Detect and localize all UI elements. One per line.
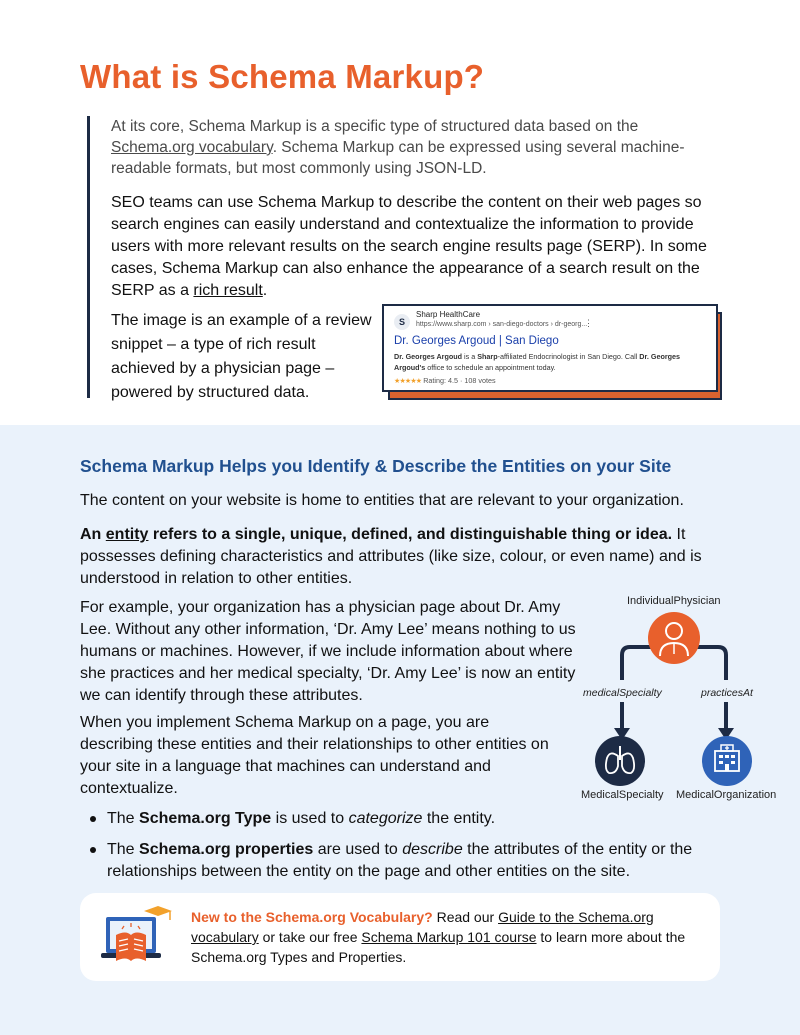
- bullet-bold: Schema.org Type: [139, 810, 272, 827]
- section-heading: Schema Markup Helps you Identify & Describe the Entities on your Site: [80, 456, 672, 476]
- intro-paragraph-1: [111, 116, 711, 179]
- bullet-bold: Schema.org properties: [139, 841, 314, 858]
- serp-desc-text-2: -affiliated Endocrinologist in San Diego. Call: [497, 352, 640, 361]
- cta-text-1: Read our: [432, 909, 499, 925]
- cta-text: [191, 907, 701, 967]
- serp-description: [394, 351, 710, 373]
- entity-def-b: refers to a single, unique, defined, and distinguishable thing or idea.: [148, 526, 673, 543]
- hospital-icon: [702, 736, 752, 786]
- intro-p2-text-b: .: [262, 282, 268, 299]
- node-label-physician: IndividualPhysician: [627, 595, 721, 607]
- lungs-icon: [595, 736, 645, 786]
- intro-section: [0, 0, 800, 425]
- schema-vocabulary-link[interactable]: Schema.org vocabulary: [111, 139, 273, 156]
- page-title: What is Schema Markup?: [80, 58, 485, 95]
- serp-rating-text: Rating: 4.5 · 108 votes: [423, 376, 496, 385]
- cta-text-3: to learn more about the Schema.org Types and Properties.: [191, 929, 686, 965]
- serp-desc-bold-2: Sharp: [477, 352, 498, 361]
- bullet-text: is used to: [271, 810, 349, 827]
- cta-lead: New to the Schema.org Vocabulary?: [191, 909, 433, 925]
- cta-text-2: or take our free: [258, 929, 362, 945]
- section-paragraph-3: For example, your organization has a physician page about Dr. Amy Lee. Without any other information, ‘Dr. Amy Lee’ means nothing to us humans or machines. However, if we include information about where she practices and her medical specialty, ‘Dr. Amy Lee’ is now an entity we can identify through these attributes.: [80, 599, 576, 704]
- serp-desc-bold-1: Dr. Georges Argoud: [394, 352, 463, 361]
- laptop-book-icon: [98, 903, 178, 973]
- bullet-text: The: [107, 810, 140, 827]
- rich-result-link[interactable]: rich result: [193, 282, 263, 299]
- entity-link[interactable]: entity: [105, 526, 149, 543]
- bullet-italic: categorize: [348, 810, 423, 827]
- entity-diagram: [570, 590, 790, 810]
- list-item: [88, 808, 728, 830]
- list-item: [88, 839, 728, 883]
- site-favicon-icon: S: [394, 314, 410, 330]
- edge-label-practices-at: practicesAt: [701, 687, 753, 699]
- node-label-medical-specialty: MedicalSpecialty: [581, 789, 664, 801]
- node-label-medical-organization: MedicalOrganization: [676, 789, 777, 801]
- diagram-graphic: [570, 590, 790, 810]
- bullet-text: the attributes of the entity or the relationships between the entity on the page and other entities on the site.: [107, 841, 693, 880]
- section-paragraph-4: When you implement Schema Markup on a page, you are describing these entities and their relationships to other entities on your site in a language that machines can understand and contextualize.: [80, 714, 549, 797]
- serp-url: https://www.sharp.com › san-diego-doctors › dr-georg...: [416, 321, 588, 328]
- intro-p2-text-a: SEO teams can use Schema Markup to describe the content on their web pages so search engines can easily understand and contextualize the information to provide users with more relevant results on the search engine results page (SERP). In some cases, Schema Markup can also enhance the appearance of a search result on the SERP as a: [111, 194, 707, 299]
- schema-101-course-link[interactable]: Schema Markup 101 course: [361, 929, 537, 945]
- bullet-text: are used to: [313, 841, 403, 858]
- intro-p1-text-b: . Schema Markup can be expressed using several machine-readable formats, but most commonly using JSON-LD.: [111, 139, 685, 177]
- serp-site-name: Sharp HealthCare: [416, 310, 481, 319]
- serp-result-title[interactable]: Dr. Georges Argoud | San Diego: [394, 335, 559, 347]
- bullet-italic: describe: [402, 841, 463, 858]
- serp-desc-bold-3: Dr. Georges Argoud's: [394, 352, 681, 372]
- rating-stars-icon: ★★★★★: [394, 376, 422, 385]
- cta-box: [80, 893, 720, 981]
- section-paragraph-2: [80, 524, 710, 590]
- bullet-text: the entity.: [422, 810, 496, 827]
- vocabulary-guide-link[interactable]: Guide to the Schema.org vocabulary: [191, 909, 654, 945]
- serp-desc-text-3: office to schedule an appointment today.: [425, 363, 556, 372]
- serp-rating: [394, 376, 496, 385]
- bullet-text: The: [107, 841, 140, 858]
- serp-card: [382, 304, 718, 392]
- entity-def-a: An: [80, 526, 106, 543]
- quote-bar: [87, 116, 90, 398]
- more-menu-icon[interactable]: ⋮: [584, 318, 593, 328]
- serp-desc-text-1: is a: [462, 352, 478, 361]
- physician-icon: [648, 612, 700, 664]
- serp-example: [382, 304, 722, 400]
- edge-label-medical-specialty: medicalSpecialty: [583, 687, 662, 699]
- intro-paragraph-3: The image is an example of a review snippet – a type of rich result achieved by a physician page – powered by structured data.: [111, 312, 372, 401]
- entity-def-rest: It possesses defining characteristics and attributes (like size, colour, or even name) and is understood in relation to other entities.: [80, 526, 702, 587]
- intro-paragraph-2: [111, 192, 723, 302]
- intro-p1-text-a: At its core, Schema Markup is a specific type of structured data based on the: [111, 118, 639, 135]
- bullet-list: [88, 808, 728, 892]
- section-paragraph-1: The content on your website is home to entities that are relevant to your organization.: [80, 492, 684, 509]
